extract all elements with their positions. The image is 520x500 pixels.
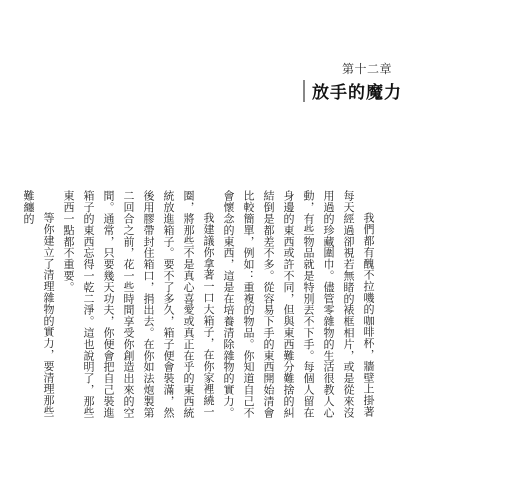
chapter-title: 放手的魔力 (312, 83, 402, 103)
body-text (18, 190, 378, 425)
chapter-number: 第十二章 (342, 62, 393, 76)
paragraph-1: 我們都有醜不拉嘰的咖啡杯，牆壁上掛著每天經過卻視若無睹的裱框相片，或是從來沒用過的珍藏圍巾。儘管零雜物的生活很教人心動，有些物品就是特別丟不下手。每個人留在身邊的東西或許不同，但與東西難分難捨的糾結倒是都差不多。從容易下手的東西開始清會比較簡單，例如：重複的物品。你知道自己不會懷念的東西，這是在培養清除雜物的實力。 (222, 190, 375, 418)
paragraph-3: 等你建立了清理雜物的實力，要清理那些難纏的 (22, 190, 55, 418)
paragraph-2: 我建議你拿著一口大箱子，在你家裡繞一圈，將那些不是真心喜愛或真正在乎的東西統統放進箱子。要不了多久，箱子便會裝滿，然後用膠帶封住箱口，捐出去。在你如法炮製第二回合之前，花一些時間享受你創造出來的空間。通常，只要幾天功夫，你便會把自己裝進箱子的東西忘得一乾二淨。這也說明了，那些東西一點都不重要。 (62, 190, 215, 418)
chapter-title-rule (303, 80, 305, 102)
